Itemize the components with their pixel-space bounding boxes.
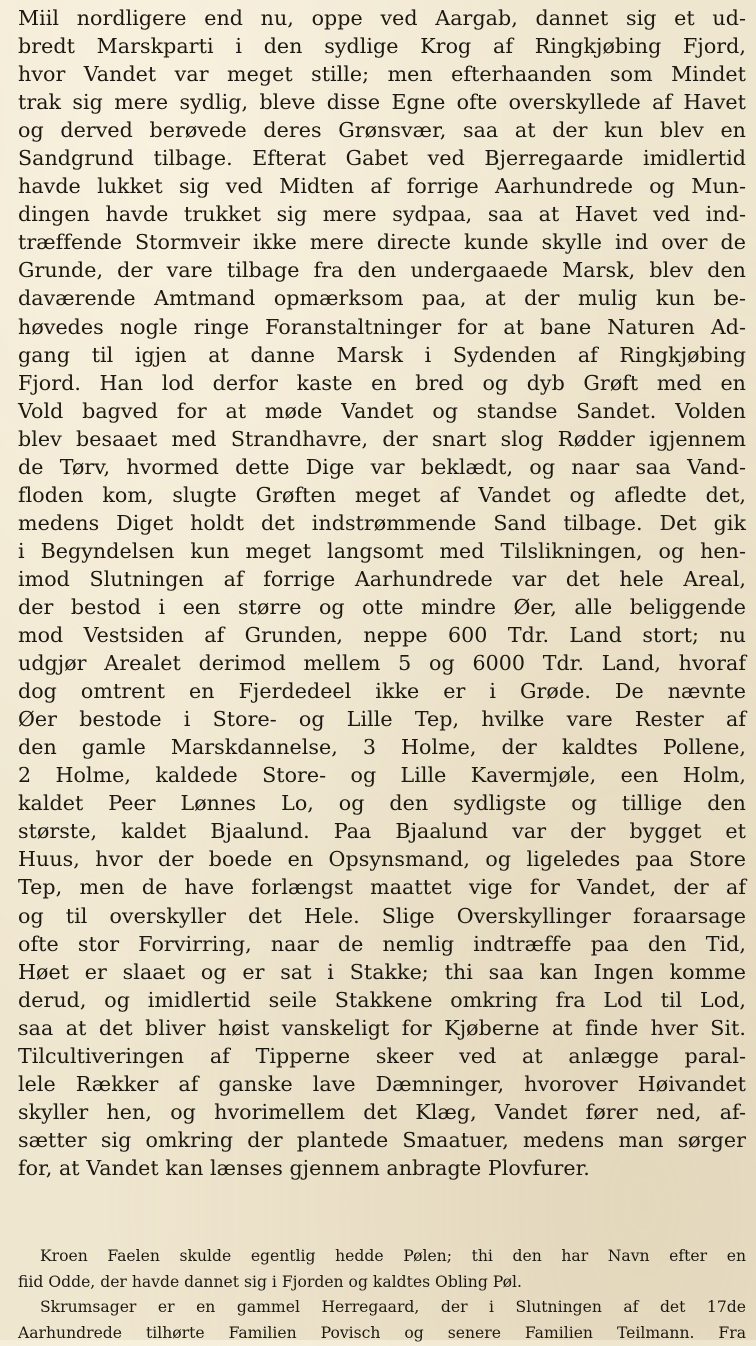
text-line: medens Diget holdt det indstrømmende Sand tilbage. Det gik (18, 509, 746, 537)
text-line: lele Rækker af ganske lave Dæmninger, hvorover Høivandet (18, 1070, 746, 1098)
text-line: træffende Stormveir ikke mere directe kunde skylle ind over de (18, 228, 746, 256)
text-line: og derved berøvede deres Grønsvær, saa at der kun blev en (18, 116, 746, 144)
text-line: Grunde, der vare tilbage fra den undergaaede Marsk, blev den (18, 256, 746, 284)
text-line: mod Vestsiden af Grunden, neppe 600 Tdr. Land stort; nu (18, 621, 746, 649)
text-line: skyller hen, og hvorimellem det Klæg, Vandet fører ned, af- (18, 1098, 746, 1126)
text-line: blev besaaet med Strandhavre, der snart slog Rødder igjennem (18, 425, 746, 453)
text-line: og til overskyller det Hele. Slige Overskyllinger foraarsage (18, 902, 746, 930)
text-line: Tilcultiveringen af Tipperne skeer ved at anlægge paral- (18, 1042, 746, 1070)
text-line: daværende Amtmand opmærksom paa, at der mulig kun be- (18, 284, 746, 312)
text-line: Miil nordligere end nu, oppe ved Aargab, dannet sig et ud- (18, 4, 746, 32)
text-line: floden kom, slugte Grøften meget af Vandet og afledte det, (18, 481, 746, 509)
text-line: kaldet Peer Lønnes Lo, og den sydligste og tillige den (18, 789, 746, 817)
text-line: Tep, men de have forlængst maattet vige for Vandet, der af (18, 873, 746, 901)
text-line: saa at det bliver høist vanskeligt for Kjøberne at finde hver Sit. (18, 1014, 746, 1042)
text-line: dingen havde trukket sig mere sydpaa, saa at Havet ved ind- (18, 200, 746, 228)
text-line: derud, og imidlertid seile Stakkene omkring fra Lod til Lod, (18, 986, 746, 1014)
footnote-line: Aarhundrede tilhørte Familien Povisch og senere Familien Teilmann. Fra (18, 1321, 746, 1346)
text-line: Høet er slaaet og er sat i Stakke; thi saa kan Ingen komme (18, 958, 746, 986)
footnote-line: fiid Odde, der havde dannet sig i Fjorden og kaldtes Obling Pøl. (18, 1270, 746, 1296)
text-line: trak sig mere sydlig, bleve disse Egne ofte overskyllede af Havet (18, 88, 746, 116)
text-line: imod Slutningen af forrige Aarhundrede var det hele Areal, (18, 565, 746, 593)
text-line: hvor Vandet var meget stille; men efterhaanden som Mindet (18, 60, 746, 88)
footnote (18, 1295, 746, 1346)
text-line: for, at Vandet kan lænses gjennem anbragte Plovfurer. (18, 1154, 746, 1182)
text-line: i Begyndelsen kun meget langsomt med Tilslikningen, og hen- (18, 537, 746, 565)
main-paragraph (18, 4, 746, 1182)
text-line: høvedes nogle ringe Foranstaltninger for at bane Naturen Ad- (18, 313, 746, 341)
footnote-line: Kroen Faelen skulde egentlig hedde Pølen; thi den har Navn efter en (18, 1244, 746, 1270)
text-line: udgjør Arealet derimod mellem 5 og 6000 Tdr. Land, hvoraf (18, 649, 746, 677)
text-line: ofte stor Forvirring, naar de nemlig indtræffe paa den Tid, (18, 930, 746, 958)
text-line: dog omtrent en Fjerdedeel ikke er i Grøde. De nævnte (18, 677, 746, 705)
footnote (18, 1244, 746, 1295)
text-line: Vold bagved for at møde Vandet og standse Sandet. Volden (18, 397, 746, 425)
text-line: Øer bestode i Store- og Lille Tep, hvilke vare Rester af (18, 705, 746, 733)
text-line: sætter sig omkring der plantede Smaatuer, medens man sørger (18, 1126, 746, 1154)
book-page (18, 0, 746, 1340)
footnote-line: Skrumsager er en gammel Herregaard, der i Slutningen af det 17de (18, 1295, 746, 1321)
text-line: Huus, hvor der boede en Opsynsmand, og ligeledes paa Store (18, 845, 746, 873)
text-line: Sandgrund tilbage. Efterat Gabet ved Bjerregaarde imidlertid (18, 144, 746, 172)
text-line: 2 Holme, kaldede Store- og Lille Kavermjøle, een Holm, (18, 761, 746, 789)
text-line: de Tørv, hvormed dette Dige var beklædt, og naar saa Vand- (18, 453, 746, 481)
text-line: gang til igjen at danne Marsk i Sydenden af Ringkjøbing (18, 341, 746, 369)
text-line: der bestod i een større og otte mindre Øer, alle beliggende (18, 593, 746, 621)
text-line: havde lukket sig ved Midten af forrige Aarhundrede og Mun- (18, 172, 746, 200)
text-line: største, kaldet Bjaalund. Paa Bjaalund var der bygget et (18, 817, 746, 845)
footnotes (18, 1244, 746, 1346)
text-line: den gamle Marskdannelse, 3 Holme, der kaldtes Pollene, (18, 733, 746, 761)
text-line: Fjord. Han lod derfor kaste en bred og dyb Grøft med en (18, 369, 746, 397)
text-line: bredt Marskparti i den sydlige Krog af Ringkjøbing Fjord, (18, 32, 746, 60)
